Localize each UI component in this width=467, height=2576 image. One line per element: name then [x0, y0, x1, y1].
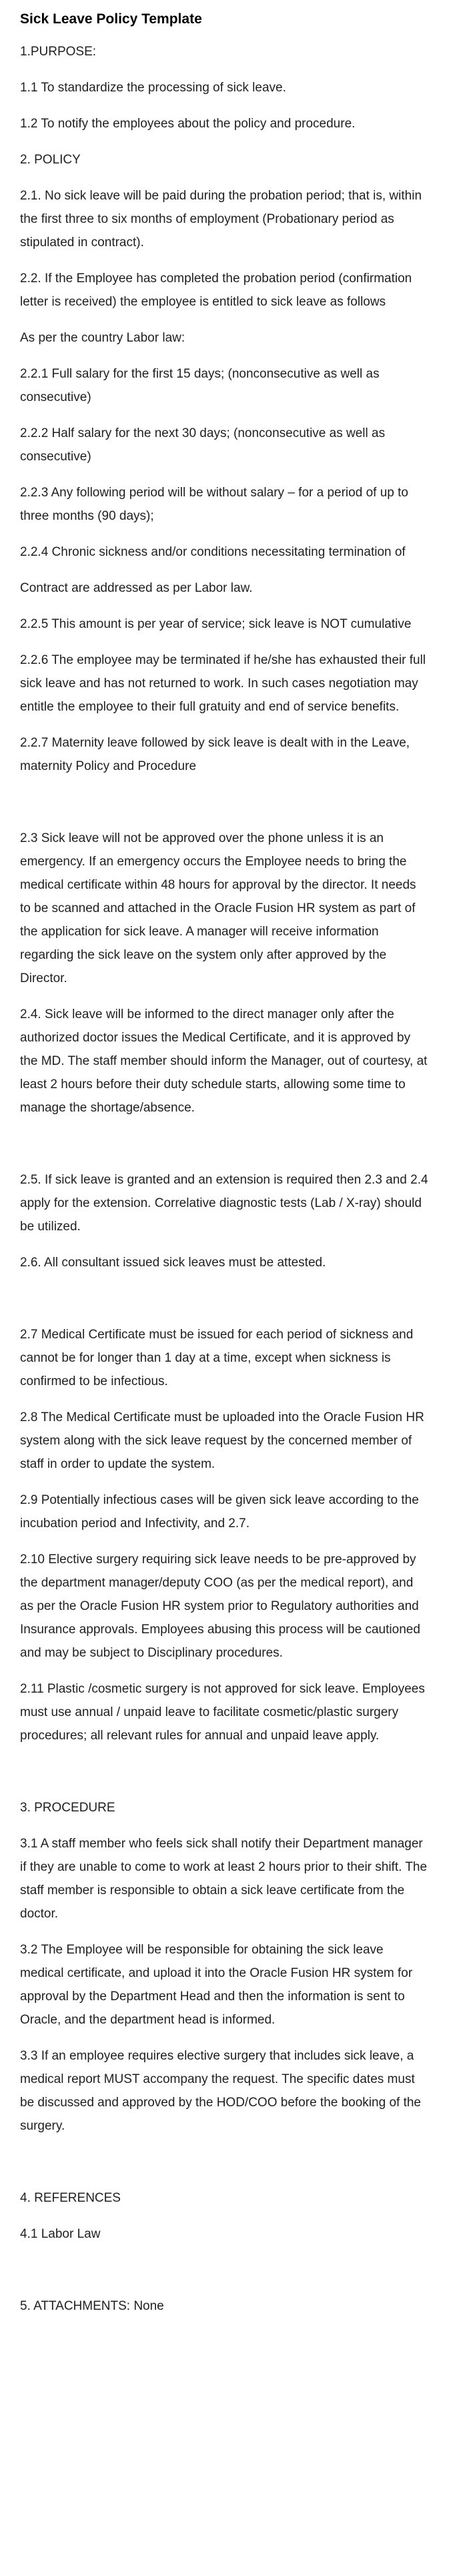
document-body [20, 40, 428, 2318]
paragraph: 5. ATTACHMENTS: None [20, 2299, 164, 2313]
paragraph: 2.2.1 Full salary for the first 15 days; (nonconsecutive as well as consecutive) [20, 367, 380, 404]
paragraph: As per the country Labor law: [20, 331, 185, 345]
paragraph: 3. PROCEDURE [20, 1801, 115, 1815]
paragraph: 2.2.3 Any following period will be without salary – for a period of up to three months (90 days); [20, 486, 408, 523]
document-title: Sick Leave Policy Template [20, 11, 202, 27]
paragraph: 2.10 Elective surgery requiring sick leave needs to be pre-approved by the department manager/deputy COO (as per the medical report), and as per the Oracle Fusion HR system prior to Regulatory authorities and Insurance approvals. Employees abusing this process will be cautioned and may be subject to Disciplinary procedures. [20, 1553, 420, 1660]
blank-line [20, 1760, 428, 1783]
paragraph: 2.3 Sick leave will not be approved over the phone unless it is an emergency. If an emergency occurs the Employee needs to bring the medical certificate within 48 hours for approval by the director. It needs to be scanned and attached in the Oracle Fusion HR system as part of the application for sick leave. A manager will receive information regarding the sick leave on the system only after approved by the Director. [20, 831, 416, 985]
paragraph: 3.2 The Employee will be responsible for obtaining the sick leave medical certificate, and upload it into the Oracle Fusion HR system for approval by the Department Head and then the information is sent to Oracle, and the department head is informed. [20, 1943, 413, 2027]
paragraph: 2.2.5 This amount is per year of service; sick leave is NOT cumulative [20, 617, 412, 631]
paragraph: 2.8 The Medical Certificate must be uploaded into the Oracle Fusion HR system along with the sick leave request by the concerned member of staff in order to update the system. [20, 1410, 424, 1471]
paragraph: 1.2 To notify the employees about the policy and procedure. [20, 117, 356, 131]
paragraph: 4.1 Labor Law [20, 2227, 101, 2241]
paragraph: 2.1. No sick leave will be paid during the probation period; that is, within the first three to six months of employment (Probationary period as stipulated in contract). [20, 189, 422, 250]
paragraph: 2.2.6 The employee may be terminated if he/she has exhausted their full sick leave and has not returned to work. In such cases negotiation may entitle the employee to their full gratuity and end of service benefits. [20, 653, 426, 714]
paragraph: 2.2.4 Chronic sickness and/or conditions necessitating termination of [20, 545, 406, 559]
paragraph: 2.2.7 Maternity leave followed by sick leave is dealt with in the Leave, maternity Policy and Procedure [20, 736, 410, 773]
paragraph: 1.PURPOSE: [20, 45, 97, 59]
paragraph: 1.1 To standardize the processing of sick leave. [20, 81, 286, 95]
blank-line [20, 2150, 428, 2174]
blank-line [20, 791, 428, 814]
paragraph: 4. REFERENCES [20, 2191, 121, 2205]
blank-line [20, 1132, 428, 1156]
paragraph: 2.4. Sick leave will be informed to the direct manager only after the authorized doctor issues the Medical Certificate, and it is approved by the MD. The staff member should inform the Manager, out of courtesy, at least 2 hours before their duty schedule starts, allowing some time to manage the shortage/absence. [20, 1007, 428, 1115]
blank-line [20, 1287, 428, 1310]
paragraph: 2.5. If sick leave is granted and an extension is required then 2.3 and 2.4 apply for the extension. Correlative diagnostic tests (Lab / X-ray) should be utilized. [20, 1173, 428, 1234]
paragraph: 2.9 Potentially infectious cases will be given sick leave according to the incubation period and Infectivity, and 2.7. [20, 1493, 419, 1531]
paragraph: 2.6. All consultant issued sick leaves must be attested. [20, 1256, 326, 1270]
paragraph: 2.11 Plastic /cosmetic surgery is not approved for sick leave. Employees must use annual / unpaid leave to facilitate cosmetic/plastic surgery procedures; all relevant rules for annual and unpaid leave apply. [20, 1682, 425, 1743]
paragraph: 3.1 A staff member who feels sick shall notify their Department manager if they are unable to come to work at least 2 hours prior to their shift. The staff member is responsible to obtain a sick leave certificate from the doctor. [20, 1837, 428, 1921]
paragraph: 3.3 If an employee requires elective surgery that includes sick leave, a medical report MUST accompany the request. The specific dates must be discussed and approved by the HOD/COO before the booking of the surgery. [20, 2049, 421, 2133]
paragraph: 2.2. If the Employee has completed the probation period (confirmation letter is received) the employee is entitled to sick leave as follows [20, 272, 412, 309]
paragraph: 2.2.2 Half salary for the next 30 days; (nonconsecutive as well as consecutive) [20, 426, 386, 464]
blank-line [20, 2258, 428, 2282]
paragraph: 2. POLICY [20, 153, 81, 167]
paragraph: 2.7 Medical Certificate must be issued for each period of sickness and cannot be for longer than 1 day at a time, except when sickness is confirmed to be infectious. [20, 1328, 414, 1388]
paragraph: Contract are addressed as per Labor law. [20, 581, 253, 595]
